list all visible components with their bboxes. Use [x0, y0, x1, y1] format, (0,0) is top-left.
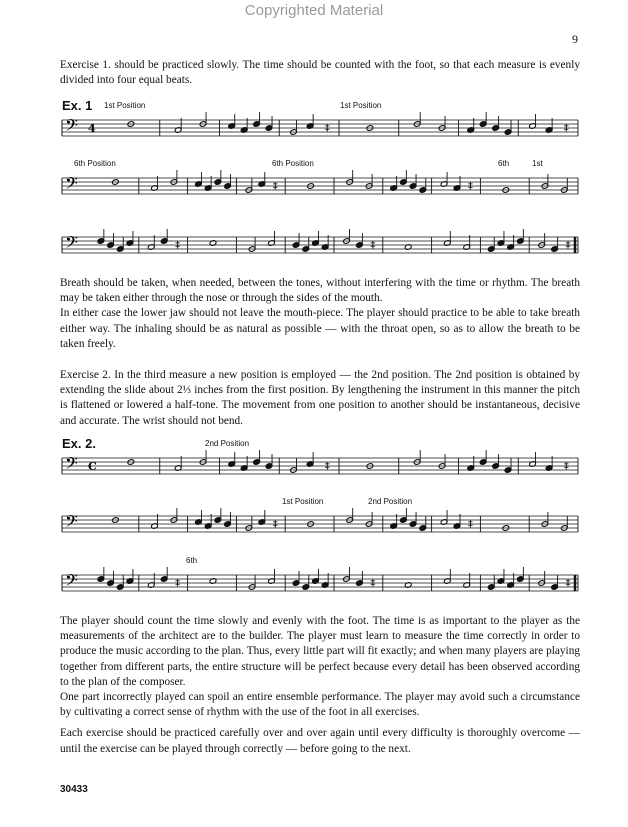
svg-text:‡: ‡: [370, 240, 376, 251]
ex2-label: Ex. 2.: [62, 436, 96, 451]
svg-text:‡: ‡: [467, 519, 473, 530]
svg-text:‡: ‡: [324, 123, 330, 134]
ex1-position-label-5: 6th: [498, 159, 510, 168]
ex1-position-label-1: 1st Position: [104, 101, 146, 110]
ex1-position-label-4: 6th Position: [272, 159, 314, 168]
ex2-staff-1: [0, 448, 628, 488]
footer-code: 30433: [60, 784, 88, 795]
svg-text:‡: ‡: [565, 578, 571, 589]
breath-paragraph-1: Breath should be taken, when needed, between the tones, without interfering with the time or rhythm. The breath may be taken either through the nose or through the sides of the mouth.: [60, 277, 580, 305]
closing-paragraph-1: The player should count the time slowly and evenly with the foot. The time is as important to the player as the measurements of the architect are to the builder. The player must learn to measure the time correctly in order to produce the music according to the plan. Thus, every little part will fit exactly; and when many players are playing together from different parts, the entire structure will be perfect because every detail has been observed according to the plan of the composer.: [60, 615, 580, 688]
ex2-intro-paragraph: [60, 368, 580, 429]
svg-text:‡: ‡: [370, 578, 376, 589]
svg-text:‡: ‡: [324, 461, 330, 472]
svg-text:‡: ‡: [175, 240, 181, 251]
bass-clef: 𝄢: [65, 570, 78, 594]
ex1-position-label-3: 6th Position: [74, 159, 116, 168]
ex2-position-label-4: 6th: [186, 556, 198, 565]
watermark: Copyrighted Material: [244, 2, 384, 19]
svg-text:‡: ‡: [565, 240, 571, 251]
svg-text:4: 4: [88, 122, 96, 135]
ex2-staff-3: [0, 565, 628, 605]
page-number: 9: [572, 32, 578, 46]
closing-paragraph-2: One part incorrectly played can spoil an entire ensemble performance. The player may avoid such a circumstance by cultivating a correct sense of rhythm with the use of the foot in all exercises.: [60, 691, 580, 719]
ex2-position-label-3: 2nd Position: [368, 497, 413, 506]
ex1-staff-1: [0, 110, 628, 150]
bass-clef: 𝄢: [65, 232, 78, 256]
ex2-position-label-2: 1st Position: [282, 497, 324, 506]
ex1-staff-2: [0, 168, 628, 208]
svg-text:‡: ‡: [272, 519, 278, 530]
closing-paragraph-3: Each exercise should be practiced carefully over and over again until every difficulty is thoroughly overcome — until the exercise can be played through correctly — before going to the next.: [60, 727, 580, 755]
svg-text:‡: ‡: [563, 461, 569, 472]
svg-text:‡: ‡: [175, 578, 181, 589]
svg-text:C: C: [88, 460, 97, 473]
svg-text:‡: ‡: [563, 123, 569, 134]
bass-clef: 𝄢: [65, 173, 78, 197]
svg-text:‡: ‡: [467, 181, 473, 192]
bass-clef: 𝄢: [65, 115, 78, 139]
ex2-intro-text: Exercise 2. In the third measure a new position is employed — the 2nd position. The 2nd position is obtained by extending the slide about 2⅓ inches from the first position. By lengthening the instrument in this manner the pitch is flattened or lowered a half-tone. The movement from one position to another should be instantaneous, decisive and accurate. The wrist should not bend.: [60, 369, 580, 427]
closing-section: [60, 614, 580, 757]
ex1-label: Ex. 1: [62, 98, 93, 113]
intro-paragraph: [60, 58, 580, 88]
ex2-staff-2: [0, 506, 628, 546]
ex1-staff-3: [0, 227, 628, 267]
breath-paragraph-2: In either case the lower jaw should not leave the mouth-piece. The player should practice to be able to take breath either way. The inhaling should be as natural as possible — with the throat open, so as to allow the breath to be taken freely.: [60, 307, 580, 350]
bass-clef: 𝄢: [65, 453, 78, 477]
ex1-position-label-2: 1st Position: [340, 101, 382, 110]
breath-section: [60, 276, 580, 352]
ex2-position-label-1: 2nd Position: [205, 439, 250, 448]
ex1-position-label-6: 1st: [532, 159, 543, 168]
bass-clef: 𝄢: [65, 511, 78, 535]
intro-text: Exercise 1. should be practiced slowly. The time should be counted with the foot, so that each measure is evenly divided into four equal beats.: [60, 59, 580, 87]
svg-text:‡: ‡: [272, 181, 278, 192]
